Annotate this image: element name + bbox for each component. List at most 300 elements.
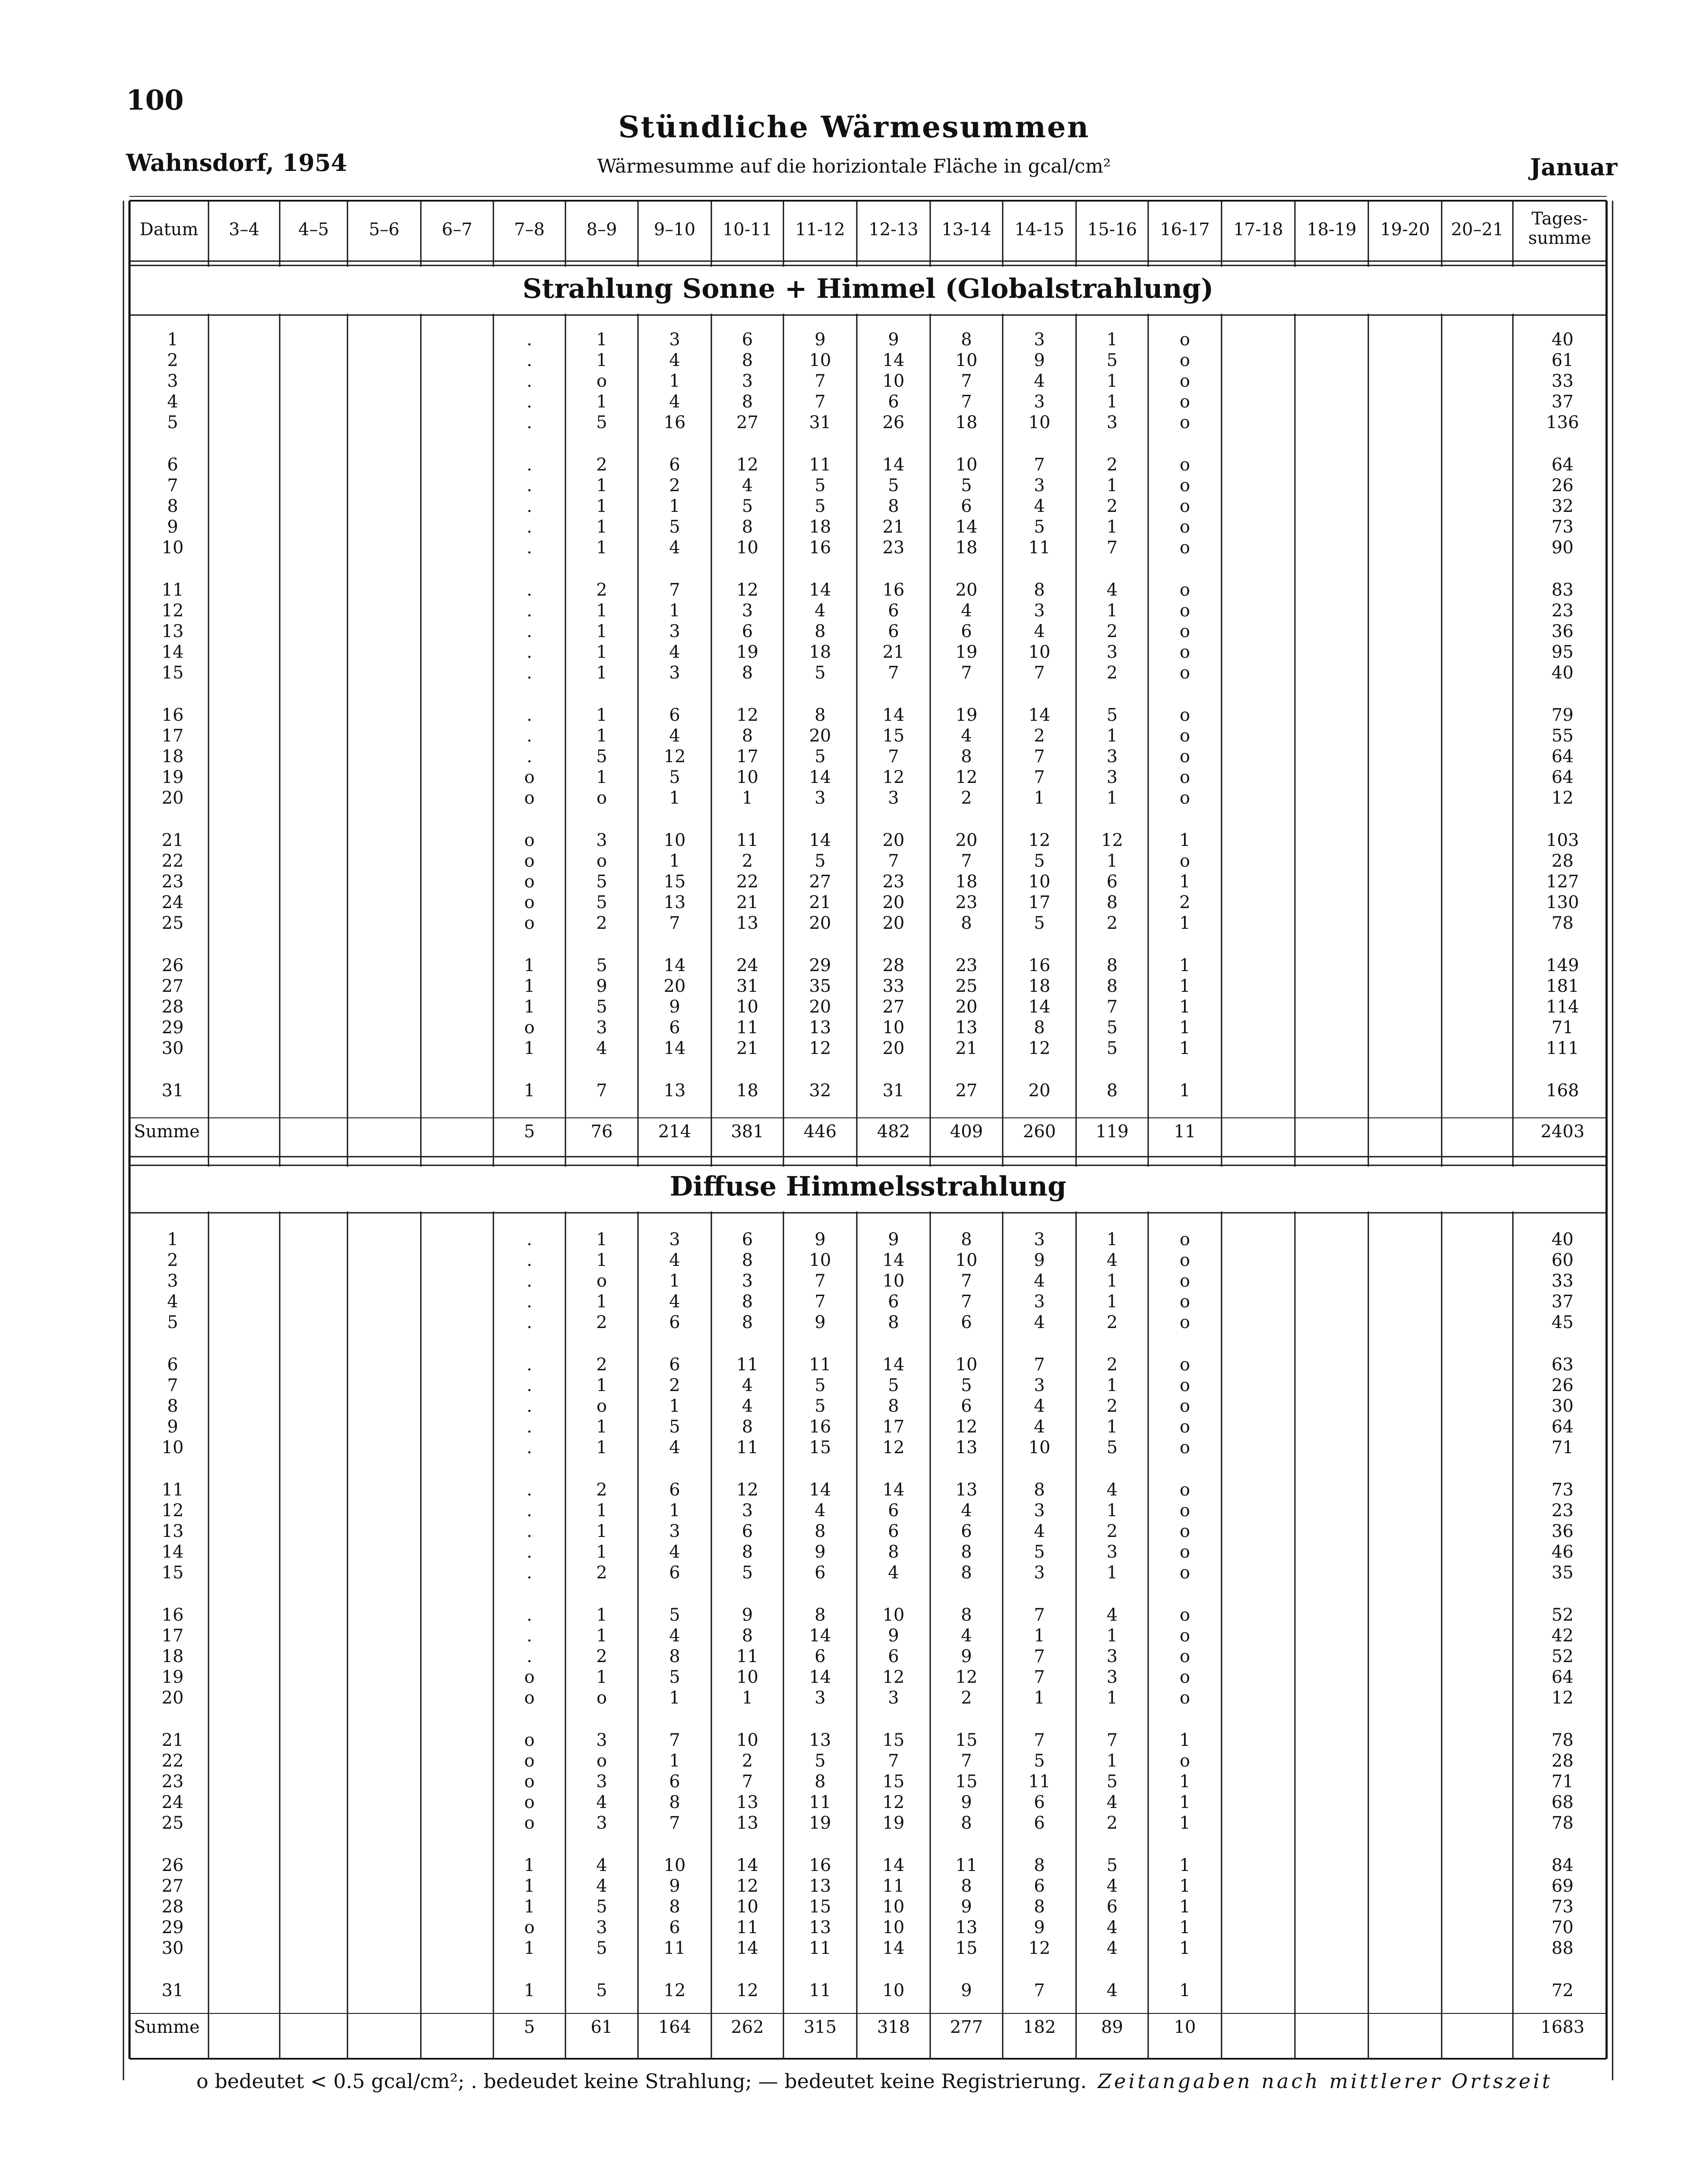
value-cell: 1 — [669, 371, 680, 391]
value-cell: 9 — [888, 1230, 899, 1249]
date-cell: 12 — [161, 1501, 184, 1521]
daily-total-cell: 61 — [1551, 350, 1574, 370]
value-cell: 5 — [815, 851, 826, 871]
value-cell: o — [1179, 747, 1190, 767]
value-cell: 3 — [1034, 1230, 1045, 1249]
value-cell: 1 — [524, 1038, 535, 1058]
value-cell: 14 — [955, 517, 978, 537]
value-cell: 6 — [888, 1647, 899, 1666]
value-cell: 8 — [815, 622, 826, 641]
value-cell: 1 — [524, 1876, 535, 1896]
sum-cell: 10 — [1174, 2017, 1196, 2037]
daily-total-cell: 33 — [1551, 1271, 1574, 1291]
daily-total-cell: 64 — [1551, 1417, 1574, 1437]
value-cell: 5 — [669, 1667, 680, 1687]
value-cell: 5 — [815, 1751, 826, 1771]
value-cell: 2 — [596, 913, 607, 933]
value-cell: 10 — [663, 1855, 686, 1875]
value-cell: 4 — [1106, 1250, 1118, 1270]
value-cell: o — [1179, 767, 1190, 787]
value-cell: o — [596, 1271, 607, 1291]
value-cell: 5 — [596, 1938, 607, 1958]
value-cell: 1 — [596, 496, 607, 516]
value-cell: 5 — [1034, 517, 1045, 537]
value-cell: 11 — [809, 455, 831, 475]
value-cell: 1 — [596, 1626, 607, 1646]
value-cell: 7 — [1034, 455, 1045, 475]
sum-cell: 61 — [590, 2017, 613, 2037]
value-cell: 1 — [524, 956, 535, 975]
value-cell: 4 — [1034, 371, 1045, 391]
value-cell: 8 — [742, 517, 753, 537]
daily-total-cell: 30 — [1551, 1396, 1574, 1416]
value-cell: 3 — [815, 1688, 826, 1708]
value-cell: 5 — [1106, 1438, 1118, 1458]
value-cell: o — [1179, 1605, 1190, 1625]
daily-total-cell: 28 — [1551, 851, 1574, 871]
daily-total-cell: 55 — [1551, 726, 1574, 746]
daily-total-cell: 26 — [1551, 476, 1574, 495]
value-cell: o — [524, 1688, 535, 1708]
value-cell: 1 — [596, 663, 607, 683]
value-cell: 5 — [596, 872, 607, 892]
value-cell: 10 — [736, 1667, 758, 1687]
page-number: 100 — [126, 84, 184, 117]
daily-total-cell: 73 — [1551, 517, 1574, 537]
value-cell: 1 — [742, 788, 753, 808]
value-cell: . — [527, 1563, 532, 1583]
daily-total-cell: 79 — [1551, 705, 1574, 725]
value-cell: 11 — [809, 1792, 831, 1812]
date-cell: 26 — [161, 1855, 184, 1875]
value-cell: 4 — [1034, 1521, 1045, 1541]
value-cell: 6 — [1034, 1876, 1045, 1896]
value-cell: 12 — [955, 1417, 978, 1437]
sum-cell: 260 — [1023, 1122, 1056, 1142]
value-cell: 14 — [1028, 997, 1051, 1017]
value-cell: 11 — [736, 830, 758, 850]
value-cell: 19 — [736, 642, 758, 662]
value-cell: o — [1179, 788, 1190, 808]
value-cell: 1 — [524, 1855, 535, 1875]
value-cell: 6 — [742, 1521, 753, 1541]
value-cell: 23 — [882, 872, 905, 892]
value-cell: 8 — [669, 1792, 680, 1812]
date-cell: 3 — [167, 371, 178, 391]
column-header: 18-19 — [1307, 220, 1357, 240]
value-cell: . — [527, 1647, 532, 1666]
value-cell: 4 — [1106, 1918, 1118, 1937]
value-cell: 8 — [888, 1396, 899, 1416]
daily-total-cell: 90 — [1551, 538, 1574, 558]
date-cell: 28 — [161, 1897, 184, 1917]
value-cell: 7 — [888, 663, 899, 683]
value-cell: 5 — [1106, 1018, 1118, 1038]
date-cell: 11 — [161, 580, 184, 600]
value-cell: 5 — [596, 893, 607, 912]
value-cell: 10 — [736, 1730, 758, 1750]
value-cell: o — [1179, 392, 1190, 412]
value-cell: 20 — [809, 997, 831, 1017]
value-cell: 18 — [736, 1081, 758, 1101]
value-cell: 1 — [524, 1081, 535, 1101]
value-cell: 3 — [888, 1688, 899, 1708]
daily-total-cell: 78 — [1551, 913, 1574, 933]
value-cell: 8 — [1034, 1897, 1045, 1917]
value-cell: 3 — [1106, 1667, 1118, 1687]
value-cell: . — [527, 1292, 532, 1312]
value-cell: 2 — [742, 1751, 753, 1771]
value-cell: 15 — [955, 1938, 978, 1958]
value-cell: . — [527, 413, 532, 432]
value-cell: 16 — [809, 1855, 831, 1875]
value-cell: 1 — [1106, 1271, 1118, 1291]
value-cell: o — [1179, 1312, 1190, 1332]
value-cell: 10 — [1028, 1438, 1051, 1458]
value-cell: 3 — [1106, 413, 1118, 432]
value-cell: 5 — [815, 476, 826, 495]
value-cell: o — [1179, 1271, 1190, 1291]
value-cell: 1 — [669, 1688, 680, 1708]
value-cell: 12 — [1028, 1038, 1051, 1058]
value-cell: 14 — [882, 1855, 905, 1875]
daily-total-cell: 83 — [1551, 580, 1574, 600]
sum-cell: 119 — [1096, 1122, 1129, 1142]
value-cell: 1 — [1034, 1688, 1045, 1708]
value-cell: o — [524, 1918, 535, 1937]
value-cell: 8 — [742, 1417, 753, 1437]
date-cell: 5 — [167, 413, 178, 432]
value-cell: 4 — [961, 601, 972, 621]
value-cell: 5 — [1106, 350, 1118, 370]
value-cell: 1 — [596, 1417, 607, 1437]
value-cell: 1 — [596, 392, 607, 412]
value-cell: . — [527, 1396, 532, 1416]
value-cell: 6 — [1106, 1897, 1118, 1917]
value-cell: 23 — [955, 893, 978, 912]
sum-cell: 214 — [658, 1122, 691, 1142]
value-cell: o — [596, 851, 607, 871]
date-cell: 9 — [167, 517, 178, 537]
value-cell: 16 — [1028, 956, 1051, 975]
value-cell: 9 — [596, 976, 607, 996]
value-cell: 8 — [669, 1897, 680, 1917]
column-header: Tages- — [1531, 209, 1588, 229]
page-subtitle: Wärmesumme auf die horiziontale Fläche in gcal/cm² — [597, 155, 1111, 177]
value-cell: 8 — [815, 1521, 826, 1541]
value-cell: . — [527, 1480, 532, 1500]
value-cell: 1 — [1179, 1730, 1190, 1750]
value-cell: 1 — [1179, 1897, 1190, 1917]
value-cell: 5 — [1034, 1542, 1045, 1562]
section-title: Diffuse Himmelsstrahlung — [669, 1170, 1067, 1202]
value-cell: 11 — [663, 1938, 686, 1958]
sum-cell: 409 — [950, 1122, 983, 1142]
column-header: 15-16 — [1087, 220, 1137, 240]
value-cell: 7 — [1034, 1730, 1045, 1750]
value-cell: . — [527, 1542, 532, 1562]
value-cell: 8 — [961, 330, 972, 350]
value-cell: 1 — [596, 726, 607, 746]
daily-total-cell: 73 — [1551, 1897, 1574, 1917]
value-cell: 8 — [961, 1542, 972, 1562]
value-cell: 21 — [736, 1038, 758, 1058]
value-cell: 1 — [596, 517, 607, 537]
column-header: 14-15 — [1014, 220, 1064, 240]
value-cell: 1 — [1179, 1081, 1190, 1101]
value-cell: 6 — [888, 1501, 899, 1521]
value-cell: 8 — [1106, 956, 1118, 975]
value-cell: 3 — [1106, 767, 1118, 787]
value-cell: 4 — [1106, 1981, 1118, 2000]
date-cell: 7 — [167, 1376, 178, 1395]
value-cell: 1 — [669, 851, 680, 871]
date-cell: 28 — [161, 997, 184, 1017]
date-cell: 24 — [161, 893, 184, 912]
daily-total-cell: 36 — [1551, 1521, 1574, 1541]
value-cell: 29 — [809, 956, 831, 975]
value-cell: 7 — [742, 1772, 753, 1792]
value-cell: 1 — [1179, 1792, 1190, 1812]
value-cell: 6 — [961, 622, 972, 641]
value-cell: 4 — [669, 1626, 680, 1646]
value-cell: 5 — [596, 997, 607, 1017]
date-cell: 8 — [167, 496, 178, 516]
value-cell: o — [524, 830, 535, 850]
sum-cell: 11 — [1174, 1122, 1196, 1142]
value-cell: 10 — [1028, 642, 1051, 662]
value-cell: 6 — [1034, 1792, 1045, 1812]
daily-total-cell: 37 — [1551, 392, 1574, 412]
value-cell: 8 — [961, 1563, 972, 1583]
value-cell: 4 — [669, 726, 680, 746]
date-cell: 21 — [161, 1730, 184, 1750]
value-cell: 6 — [888, 392, 899, 412]
value-cell: 13 — [663, 893, 686, 912]
value-cell: 7 — [669, 913, 680, 933]
value-cell: o — [1179, 1355, 1190, 1375]
date-cell: 27 — [161, 976, 184, 996]
value-cell: 4 — [1034, 1417, 1045, 1437]
date-cell: 30 — [161, 1938, 184, 1958]
value-cell: 5 — [815, 747, 826, 767]
value-cell: 1 — [742, 1688, 753, 1708]
value-cell: 1 — [524, 1938, 535, 1958]
value-cell: 2 — [1106, 913, 1118, 933]
daily-total-cell: 63 — [1551, 1355, 1574, 1375]
value-cell: 20 — [882, 913, 905, 933]
value-cell: 1 — [1179, 872, 1190, 892]
date-cell: 23 — [161, 872, 184, 892]
sum-total-cell: 1683 — [1541, 2017, 1585, 2037]
value-cell: o — [1179, 580, 1190, 600]
value-cell: 21 — [955, 1038, 978, 1058]
value-cell: 1 — [1106, 1751, 1118, 1771]
column-header: 20–21 — [1451, 220, 1504, 240]
value-cell: o — [1179, 1521, 1190, 1541]
value-cell: 5 — [961, 1376, 972, 1395]
daily-total-cell: 181 — [1546, 976, 1579, 996]
value-cell: . — [527, 1250, 532, 1270]
value-cell: o — [1179, 517, 1190, 537]
value-cell: 11 — [1028, 1772, 1051, 1792]
date-cell: 10 — [161, 538, 184, 558]
value-cell: 2 — [961, 1688, 972, 1708]
value-cell: 12 — [809, 1038, 831, 1058]
value-cell: 5 — [1106, 1855, 1118, 1875]
value-cell: 6 — [669, 455, 680, 475]
value-cell: 32 — [809, 1081, 831, 1101]
value-cell: 1 — [596, 642, 607, 662]
date-cell: 1 — [167, 1230, 178, 1249]
column-header: 17-18 — [1233, 220, 1283, 240]
value-cell: 3 — [669, 663, 680, 683]
value-cell: 1 — [1106, 601, 1118, 621]
date-cell: 25 — [161, 1813, 184, 1833]
daily-total-cell: 69 — [1551, 1876, 1574, 1896]
value-cell: 21 — [809, 893, 831, 912]
value-cell: 2 — [596, 1312, 607, 1332]
daily-total-cell: 71 — [1551, 1018, 1574, 1038]
value-cell: 15 — [882, 726, 905, 746]
value-cell: 9 — [815, 1312, 826, 1332]
sum-label: Summe — [134, 1122, 200, 1142]
value-cell: 31 — [736, 976, 758, 996]
column-header: 6–7 — [442, 220, 473, 240]
value-cell: . — [527, 455, 532, 475]
value-cell: 4 — [815, 601, 826, 621]
value-cell: 14 — [809, 1480, 831, 1500]
daily-total-cell: 33 — [1551, 371, 1574, 391]
value-cell: 4 — [669, 1292, 680, 1312]
value-cell: 1 — [1106, 851, 1118, 871]
value-cell: 5 — [596, 747, 607, 767]
daily-total-cell: 12 — [1551, 788, 1574, 808]
value-cell: 8 — [815, 1772, 826, 1792]
value-cell: 6 — [815, 1563, 826, 1583]
sum-total-cell: 2403 — [1541, 1122, 1585, 1142]
value-cell: 3 — [1106, 747, 1118, 767]
value-cell: 6 — [961, 1312, 972, 1332]
value-cell: 2 — [1106, 1312, 1118, 1332]
value-cell: o — [1179, 851, 1190, 871]
value-cell: 14 — [663, 1038, 686, 1058]
column-header: summe — [1528, 228, 1591, 248]
daily-total-cell: 114 — [1546, 997, 1579, 1017]
value-cell: 3 — [1034, 1501, 1045, 1521]
daily-total-cell: 60 — [1551, 1250, 1574, 1270]
value-cell: 9 — [961, 1647, 972, 1666]
column-header: 4–5 — [298, 220, 329, 240]
value-cell: 3 — [669, 622, 680, 641]
date-cell: 18 — [161, 1647, 184, 1666]
value-cell: 20 — [882, 893, 905, 912]
value-cell: 1 — [596, 1605, 607, 1625]
value-cell: 6 — [669, 1355, 680, 1375]
column-header: 8–9 — [586, 220, 617, 240]
value-cell: 3 — [596, 1772, 607, 1792]
value-cell: 6 — [815, 1647, 826, 1666]
sum-cell: 446 — [803, 1122, 837, 1142]
value-cell: 13 — [955, 1018, 978, 1038]
daily-total-cell: 68 — [1551, 1792, 1574, 1812]
value-cell: 14 — [809, 767, 831, 787]
date-cell: 10 — [161, 1438, 184, 1458]
daily-total-cell: 28 — [1551, 1751, 1574, 1771]
value-cell: 11 — [809, 1981, 831, 2000]
value-cell: . — [527, 1626, 532, 1646]
value-cell: 1 — [596, 476, 607, 495]
value-cell: 4 — [596, 1855, 607, 1875]
value-cell: 1 — [669, 1751, 680, 1771]
page-title: Stündliche Wärmesummen — [618, 110, 1090, 145]
value-cell: 4 — [1106, 1792, 1118, 1812]
value-cell: 15 — [955, 1772, 978, 1792]
date-cell: 12 — [161, 601, 184, 621]
value-cell: 3 — [888, 788, 899, 808]
daily-total-cell: 71 — [1551, 1438, 1574, 1458]
value-cell: 10 — [736, 538, 758, 558]
value-cell: 2 — [1106, 1521, 1118, 1541]
date-cell: 18 — [161, 747, 184, 767]
value-cell: 4 — [1034, 1312, 1045, 1332]
value-cell: . — [527, 622, 532, 641]
value-cell: 12 — [736, 1480, 758, 1500]
value-cell: 7 — [1106, 538, 1118, 558]
value-cell: o — [1179, 1667, 1190, 1687]
value-cell: 4 — [888, 1563, 899, 1583]
value-cell: 2 — [1106, 1355, 1118, 1375]
value-cell: o — [1179, 601, 1190, 621]
value-cell: 12 — [1101, 830, 1123, 850]
value-cell: 2 — [596, 1647, 607, 1666]
value-cell: 5 — [596, 1897, 607, 1917]
value-cell: 6 — [742, 622, 753, 641]
value-cell: 7 — [961, 1751, 972, 1771]
value-cell: 18 — [955, 413, 978, 432]
column-header: 11-12 — [795, 220, 845, 240]
value-cell: 8 — [742, 726, 753, 746]
value-cell: 1 — [1106, 1688, 1118, 1708]
value-cell: 11 — [1028, 538, 1051, 558]
value-cell: 31 — [882, 1081, 905, 1101]
value-cell: 1 — [1106, 1376, 1118, 1395]
value-cell: 4 — [596, 1876, 607, 1896]
value-cell: 20 — [809, 726, 831, 746]
date-cell: 29 — [161, 1018, 184, 1038]
date-cell: 17 — [161, 1626, 184, 1646]
value-cell: 6 — [669, 1918, 680, 1937]
value-cell: 5 — [742, 1563, 753, 1583]
value-cell: 8 — [1106, 893, 1118, 912]
column-header: 10-11 — [722, 220, 773, 240]
value-cell: 6 — [1034, 1813, 1045, 1833]
column-header: Datum — [139, 220, 199, 240]
value-cell: 2 — [596, 1355, 607, 1375]
value-cell: 1 — [1106, 726, 1118, 746]
value-cell: 4 — [961, 726, 972, 746]
value-cell: . — [527, 663, 532, 683]
value-cell: 6 — [888, 1292, 899, 1312]
value-cell: 1 — [596, 1250, 607, 1270]
date-cell: 14 — [161, 642, 184, 662]
value-cell: 7 — [815, 392, 826, 412]
value-cell: o — [596, 1751, 607, 1771]
value-cell: 7 — [961, 392, 972, 412]
value-cell: 6 — [961, 1521, 972, 1541]
value-cell: 5 — [669, 517, 680, 537]
value-cell: . — [527, 371, 532, 391]
